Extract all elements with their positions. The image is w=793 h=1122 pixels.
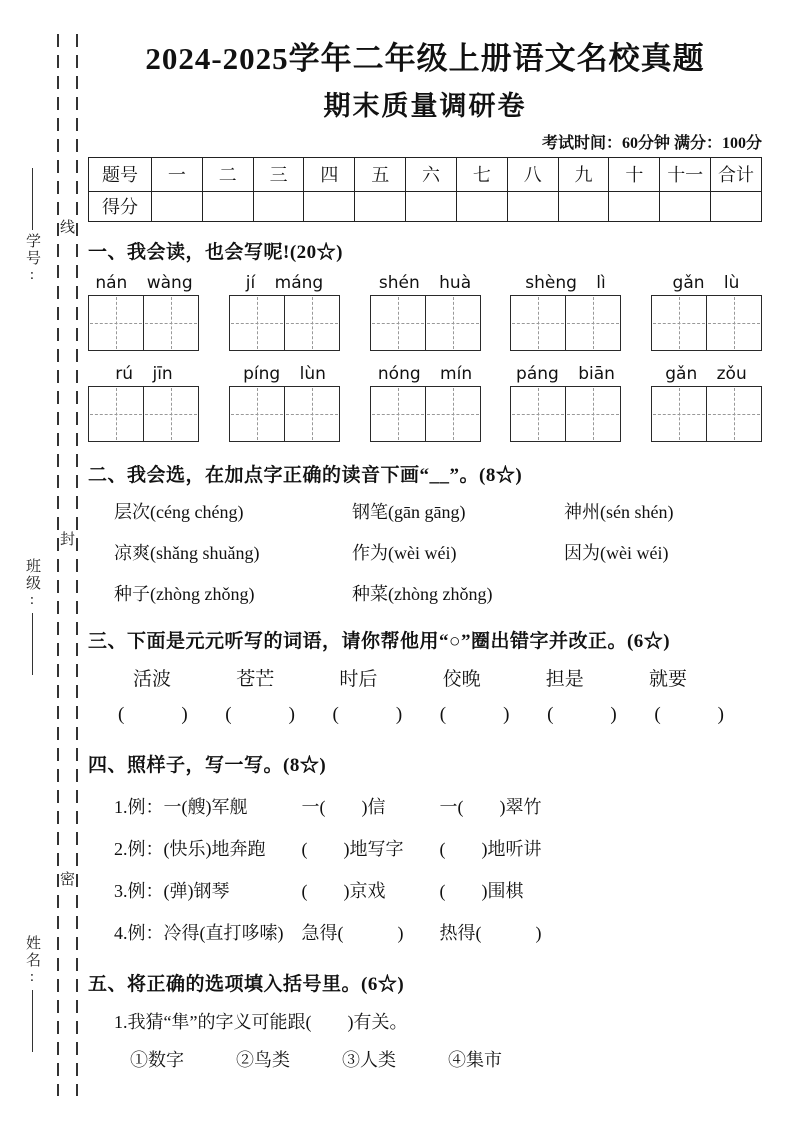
section4-title: 四、照样子，写一写。(8☆)	[88, 754, 327, 776]
score-col-11: 十一	[660, 157, 711, 191]
section4-line-1: 1.例：一(艘)军舰 一( )信 一( )翠竹	[114, 796, 542, 817]
score-col-total: 合计	[711, 157, 762, 191]
writing-grid-row-2	[88, 386, 762, 442]
writing-grid-cell	[284, 387, 339, 441]
writing-grid-group	[229, 295, 340, 351]
correction-blank: ( )	[118, 703, 188, 725]
score-cell	[406, 191, 457, 221]
pronunciation-item: 神州(sén shén)	[564, 501, 674, 522]
dictation-word: 佼晚	[442, 668, 481, 690]
score-cell	[152, 191, 203, 221]
student-id-blank-line	[32, 168, 33, 230]
score-cell	[558, 191, 609, 221]
writing-grid-group	[229, 386, 340, 442]
writing-grid-cell	[511, 387, 565, 441]
student-id-label: 学号:	[24, 233, 40, 285]
pronunciation-item	[564, 580, 762, 606]
score-col-9: 九	[558, 157, 609, 191]
dictation-word: 时后	[339, 668, 378, 690]
writing-grid-cell	[371, 387, 425, 441]
student-id-label-group	[22, 168, 43, 285]
score-cell	[456, 191, 507, 221]
pronunciation-item: 因为(wèi wéi)	[564, 542, 669, 563]
score-table-header-row	[89, 157, 762, 191]
score-cell	[609, 191, 660, 221]
pronunciation-item: 层次(céng chéng)	[114, 501, 244, 522]
writing-grid-group	[651, 386, 762, 442]
writing-grid-row-1	[88, 295, 762, 351]
dictation-word: 苍芒	[236, 668, 275, 690]
score-col-2: 二	[202, 157, 253, 191]
seal-char-feng: 封	[59, 525, 76, 552]
section2-items	[88, 498, 762, 606]
pronunciation-item: 作为(wèi wéi)	[352, 542, 457, 563]
correction-blank: ( )	[439, 703, 510, 725]
pinyin-group: jí máng	[245, 272, 324, 293]
seal-dashed-line-inner	[76, 34, 78, 1096]
writing-grid-cell	[425, 387, 480, 441]
writing-grid-cell	[89, 387, 143, 441]
pinyin-group: nán wàng	[95, 272, 193, 293]
option-item: ①数字	[130, 1049, 184, 1070]
section5-question-1: 1.我猜“隼”的字义可能跟( )有关。	[114, 1011, 408, 1032]
writing-grid-group	[88, 295, 199, 351]
dictation-word: 活波	[133, 668, 172, 690]
score-table	[88, 157, 762, 222]
score-col-6: 六	[406, 157, 457, 191]
writing-grid-cell	[565, 387, 620, 441]
page-subtitle: 期末质量调研卷	[323, 90, 527, 121]
correction-blank: ( )	[332, 703, 403, 725]
class-label: 班级:	[24, 558, 40, 610]
pinyin-group: rú jīn	[115, 363, 173, 384]
score-cell	[660, 191, 711, 221]
writing-grid-group	[370, 386, 481, 442]
writing-grid-cell	[89, 296, 143, 350]
option-item: ③人类	[342, 1049, 396, 1070]
score-col-10: 十	[609, 157, 660, 191]
seal-dashed-line-outer	[57, 34, 59, 1096]
seal-char-xian: 线	[59, 213, 76, 240]
exam-info: 考试时间：60分钟 满分：100分	[541, 134, 762, 152]
section4-line-3: 3.例：(弹)钢琴 ( )京戏 ( )围棋	[114, 880, 524, 901]
score-col-5: 五	[355, 157, 406, 191]
page-title: 2024-2025学年二年级上册语文名校真题	[145, 41, 705, 76]
class-label-group	[22, 558, 43, 675]
option-item: ④集市	[448, 1049, 502, 1070]
dictation-word: 担是	[545, 668, 584, 690]
exam-content	[88, 0, 762, 1072]
section4-line-2: 2.例：(快乐)地奔跑 ( )地写字 ( )地听讲	[114, 838, 542, 859]
writing-grid-cell	[284, 296, 339, 350]
section3-blanks	[88, 699, 762, 726]
writing-grid-cell	[143, 387, 198, 441]
score-cell	[253, 191, 304, 221]
score-cell	[507, 191, 558, 221]
writing-grid-cell	[511, 296, 565, 350]
option-item: ②鸟类	[236, 1049, 290, 1070]
name-label: 姓名:	[24, 935, 40, 987]
score-cell	[202, 191, 253, 221]
writing-grid-cell	[565, 296, 620, 350]
score-col-4: 四	[304, 157, 355, 191]
score-col-1: 一	[152, 157, 203, 191]
dictation-word: 就要	[648, 668, 687, 690]
pinyin-group: páng biān	[516, 363, 615, 384]
pinyin-group: nóng mín	[377, 363, 473, 384]
class-blank-line	[32, 613, 33, 675]
writing-grid-cell	[706, 387, 761, 441]
pinyin-group: shén huà	[378, 272, 472, 293]
writing-grid-group	[510, 386, 621, 442]
writing-grid-cell	[230, 387, 284, 441]
pinyin-row-2	[88, 364, 762, 384]
pinyin-group: gǎn lù	[672, 272, 740, 293]
correction-blank: ( )	[654, 703, 724, 725]
correction-blank: ( )	[547, 703, 617, 725]
name-label-group	[22, 935, 43, 1052]
pronunciation-item: 种菜(zhòng zhǒng)	[352, 583, 493, 604]
writing-grid-cell	[652, 387, 706, 441]
score-col-3: 三	[253, 157, 304, 191]
writing-grid-cell	[143, 296, 198, 350]
writing-grid-cell	[652, 296, 706, 350]
pronunciation-item: 种子(zhòng zhǒng)	[114, 583, 255, 604]
pinyin-group: gǎn zǒu	[665, 363, 747, 384]
correction-blank: ( )	[225, 703, 295, 725]
name-blank-line	[32, 990, 33, 1052]
seal-char-mi: 密	[59, 865, 76, 892]
score-cell	[711, 191, 762, 221]
score-col-7: 七	[456, 157, 507, 191]
pronunciation-item: 凉爽(shǎng shuǎng)	[114, 542, 260, 563]
writing-grid-cell	[371, 296, 425, 350]
section5-title: 五、将正确的选项填入括号里。(6☆)	[88, 973, 405, 995]
section1-title: 一、我会读，也会写呢!(20☆)	[88, 241, 343, 263]
writing-grid-cell	[706, 296, 761, 350]
writing-grid-group	[651, 295, 762, 351]
pinyin-group: shèng lì	[525, 272, 606, 293]
writing-grid-group	[370, 295, 481, 351]
writing-grid-cell	[230, 296, 284, 350]
score-table-corner: 题号	[89, 157, 152, 191]
score-cell	[304, 191, 355, 221]
writing-grid-group	[510, 295, 621, 351]
section4-line-4: 4.例：冷得(直打哆嗦) 急得( ) 热得( )	[114, 922, 542, 943]
section3-words	[88, 664, 762, 691]
score-cell	[355, 191, 406, 221]
section3-title: 三、下面是元元听写的词语，请你帮他用“○”圈出错字并改正。(6☆)	[88, 630, 671, 652]
section2-title: 二、我会选，在加点字正确的读音下画“__”。(8☆)	[88, 464, 523, 486]
score-row-label: 得分	[89, 191, 152, 221]
writing-grid-group	[88, 386, 199, 442]
section5-options	[88, 1046, 762, 1072]
pronunciation-item: 钢笔(gān gāng)	[352, 501, 466, 522]
pinyin-row-1	[88, 273, 762, 293]
pinyin-group: píng lùn	[243, 363, 326, 384]
writing-grid-cell	[425, 296, 480, 350]
score-table-score-row	[89, 191, 762, 221]
score-col-8: 八	[507, 157, 558, 191]
